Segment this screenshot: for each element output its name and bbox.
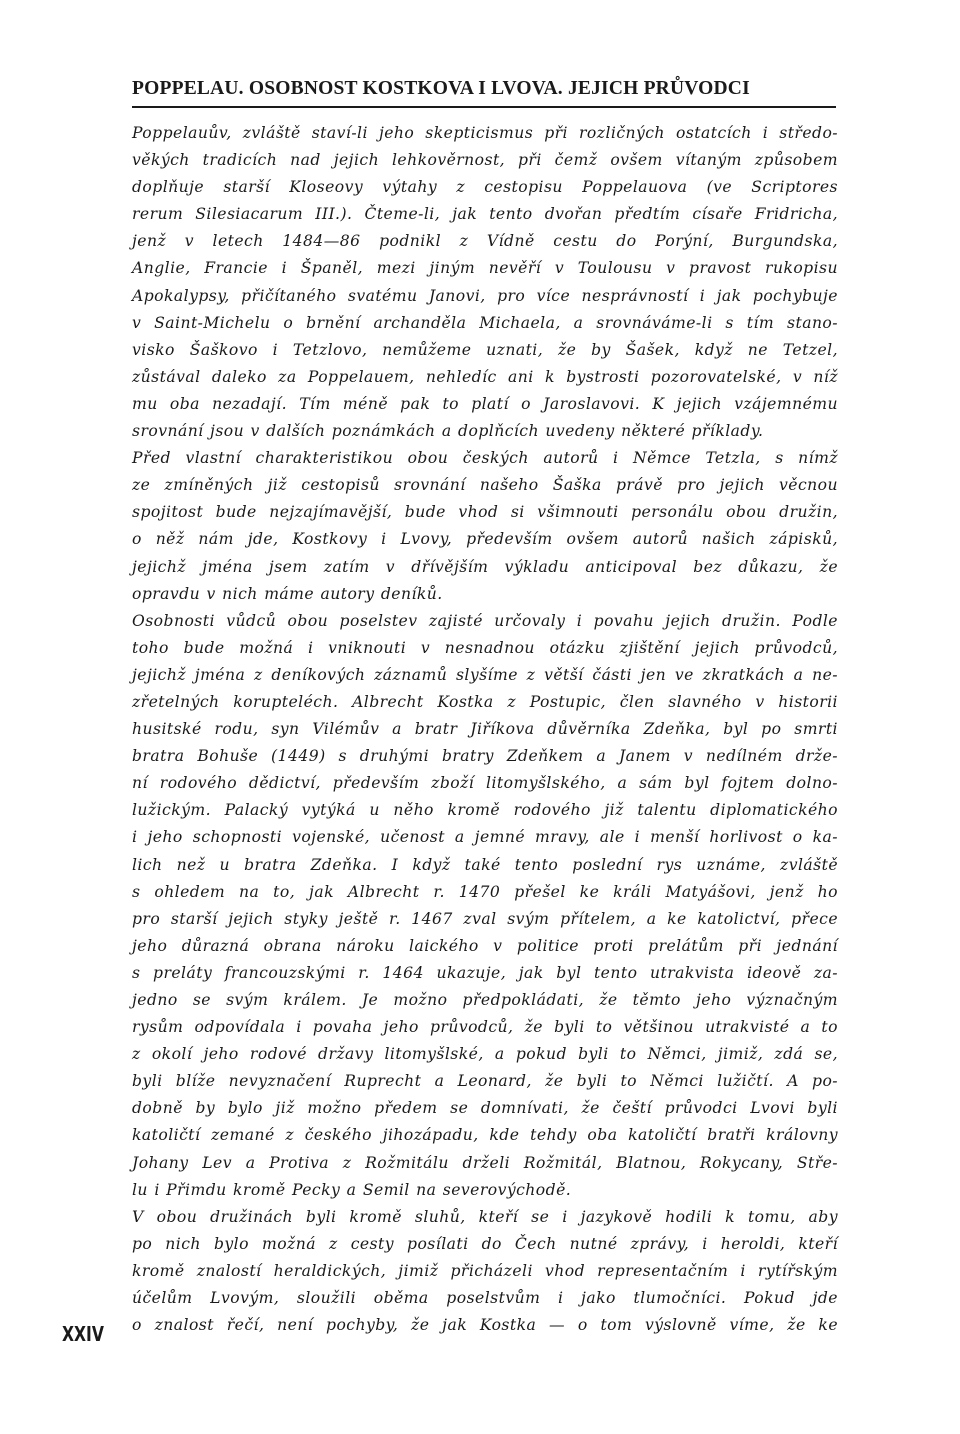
- text-line: zřetelných korupteléch. Albrecht Kostka z Postupic, člen slavného v historii: [132, 692, 838, 711]
- text-line: pro starší jejich styky ještě r. 1467 zval svým přítelem, a ke katolictví, přece: [132, 909, 838, 928]
- page-number: XXIV: [62, 1322, 104, 1346]
- text-line: jenž v letech 1484—86 podnikl z Vídně cestu do Porýní, Burgundska,: [132, 232, 838, 251]
- text-line: srovnání jsou v dalších poznámkách a doplňcích uvedeny některé příklady.: [132, 422, 764, 441]
- text-line: zůstával daleko za Poppelauem, nehledíc ani k bystrosti pozorovatelské, v níž: [132, 367, 838, 386]
- text-line: opravdu v nich máme autory deníků.: [132, 584, 443, 603]
- text-line: účelům Lvovým, sloužili oběma poselstvům i jako tlumočníci. Pokud jde: [132, 1289, 838, 1308]
- text-line: s preláty francouzskými r. 1464 ukazuje, jak byl tento utrakvista ideově za-: [132, 963, 838, 982]
- text-line: Anglie, Francie i Španěl, mezi jiným nevěří v Toulousu v pravost rukopisu: [132, 259, 838, 278]
- text-line: katoličtí zemané z českého jihozápadu, kde tehdy oba katoličtí bratři královny: [132, 1126, 838, 1145]
- text-line: Johany Lev a Protiva z Rožmitálu drželi Rožmitál, Blatnou, Rokycany, Stře-: [132, 1153, 838, 1172]
- text-line: kromě znalostí heraldických, jimiž přicházeli vhod representačním i rytířským: [132, 1261, 838, 1280]
- text-line: V obou družinách byli kromě sluhů, kteří se i jazykově hodili k tomu, aby: [132, 1207, 838, 1226]
- text-line: mu oba nezadají. Tím méně pak to platí o Jaroslavovi. K jejich vzájemnému: [132, 394, 838, 413]
- body-text: [132, 120, 838, 1339]
- text-line: Apokalypsy, přičítaného svatému Janovi, pro více nesprávností i jak pochybuje: [132, 286, 838, 305]
- text-line: jeho důrazná obrana nároku laického v politice proti prelátům při jednání: [132, 936, 838, 955]
- text-line: s ohledem na to, jak Albrecht r. 1470 přešel ke králi Matyášovi, jenž ho: [132, 882, 838, 901]
- text-line: rysům odpovídala i povaha jeho průvodců, že byli to většinou utrakvisté a to: [132, 1018, 838, 1037]
- text-line: v Saint-Michelu o brnění archanděla Michaela, a srovnáváme-li s tím stano-: [132, 313, 838, 332]
- text-line: Poppelauův, zvláště staví-li jeho skepticismus při rozličných ostatcích i středo-: [132, 124, 838, 142]
- text-line: Osobnosti vůdců obou poselstev zajisté určovaly i povahu jejich družin. Podle: [132, 611, 838, 630]
- text-line: byli blíže nevyznačení Ruprecht a Leonard, že byli to Němci lužičtí. A po-: [132, 1072, 838, 1091]
- text-line: ze zmíněných již cestopisů srovnání našeho Šaška právě pro jejich věcnou: [132, 476, 838, 495]
- text-line: jejichž jména z deníkových záznamů slyšíme z větší části jen ve zkratkách a ne-: [132, 665, 838, 684]
- text-line: z okolí jeho rodové državy litomyšlské, a pokud byli to Němci, jimiž, zdá se,: [132, 1045, 838, 1064]
- text-line: visko Šaškovo i Tetzlovo, nemůžeme uznati, že by Šašek, když ne Tetzel,: [132, 340, 838, 359]
- text-line: rerum Silesiacarum III.). Čteme-li, jak tento dvořan předtím císaře Fridricha,: [132, 205, 838, 224]
- text-line: lich než u bratra Zdeňka. I když také tento poslední rys uznáme, zvláště: [132, 855, 838, 874]
- text-line: spojitost bude nejzajímavější, bude vhod si všimnouti personálu obou družin,: [132, 503, 838, 522]
- text-line: jedno se svým králem. Je možno předpokládati, že těmto jeho význačným: [132, 991, 838, 1009]
- text-line: jejichž jména jsem zatím v dřívějším výkladu anticipoval bez důkazu, že: [132, 557, 838, 576]
- text-line: o něž nám jde, Kostkovy i Lvovy, především ovšem autorů našich zápisků,: [132, 530, 838, 549]
- text-line: po nich bylo možná z cesty posílati do Čech nutné zprávy, i heroldi, kteří: [132, 1234, 838, 1253]
- text-line: lužickým. Palacký vytýká u něho kromě rodového již talentu diplomatického: [132, 801, 838, 820]
- text-line: dobně by bylo již možno předem se domnívati, že čeští průvodci Lvovi byli: [132, 1099, 838, 1118]
- text-line: husitské rodu, syn Vilémův a bratr Jiříkova důvěrníka Zdeňka, byl po smrti: [132, 720, 838, 739]
- text-line: Před vlastní charakteristikou obou českých autorů i Němce Tetzla, s nímž: [132, 449, 838, 468]
- text-line: o znalost řečí, není pochyby, že jak Kostka — o tom výslovně víme, že ke: [132, 1316, 838, 1335]
- text-line: lu i Přimdu kromě Pecky a Semil na severovýchodě.: [132, 1180, 572, 1199]
- text-line: bratra Bohuše (1449) s druhými bratry Zdeňkem a Janem v nedílném drže-: [132, 747, 838, 766]
- text-line: ní rodového dědictví, především zboží litomyšlského, a sám byl fojtem dolno-: [132, 774, 838, 793]
- text-line: toho bude možná i vniknouti v nesnadnou otázku zjištění jejich průvodců,: [132, 638, 838, 657]
- text-line: doplňuje starší Kloseovy výtahy z cestopisu Poppelauova (ve Scriptores: [132, 178, 838, 197]
- running-title: POPPELAU. OSOBNOST KOSTKOVA I LVOVA. JEJICH PRŮVODCI: [132, 78, 750, 99]
- header-rule: [132, 106, 836, 108]
- text-line: i jeho schopnosti vojenské, učenost a jemné mravy, ale i menší horlivost o ka-: [132, 828, 838, 847]
- text-line: věkých tradicích nad jejich lehkověrnost, při čemž ovšem vítaným způsobem: [132, 151, 838, 170]
